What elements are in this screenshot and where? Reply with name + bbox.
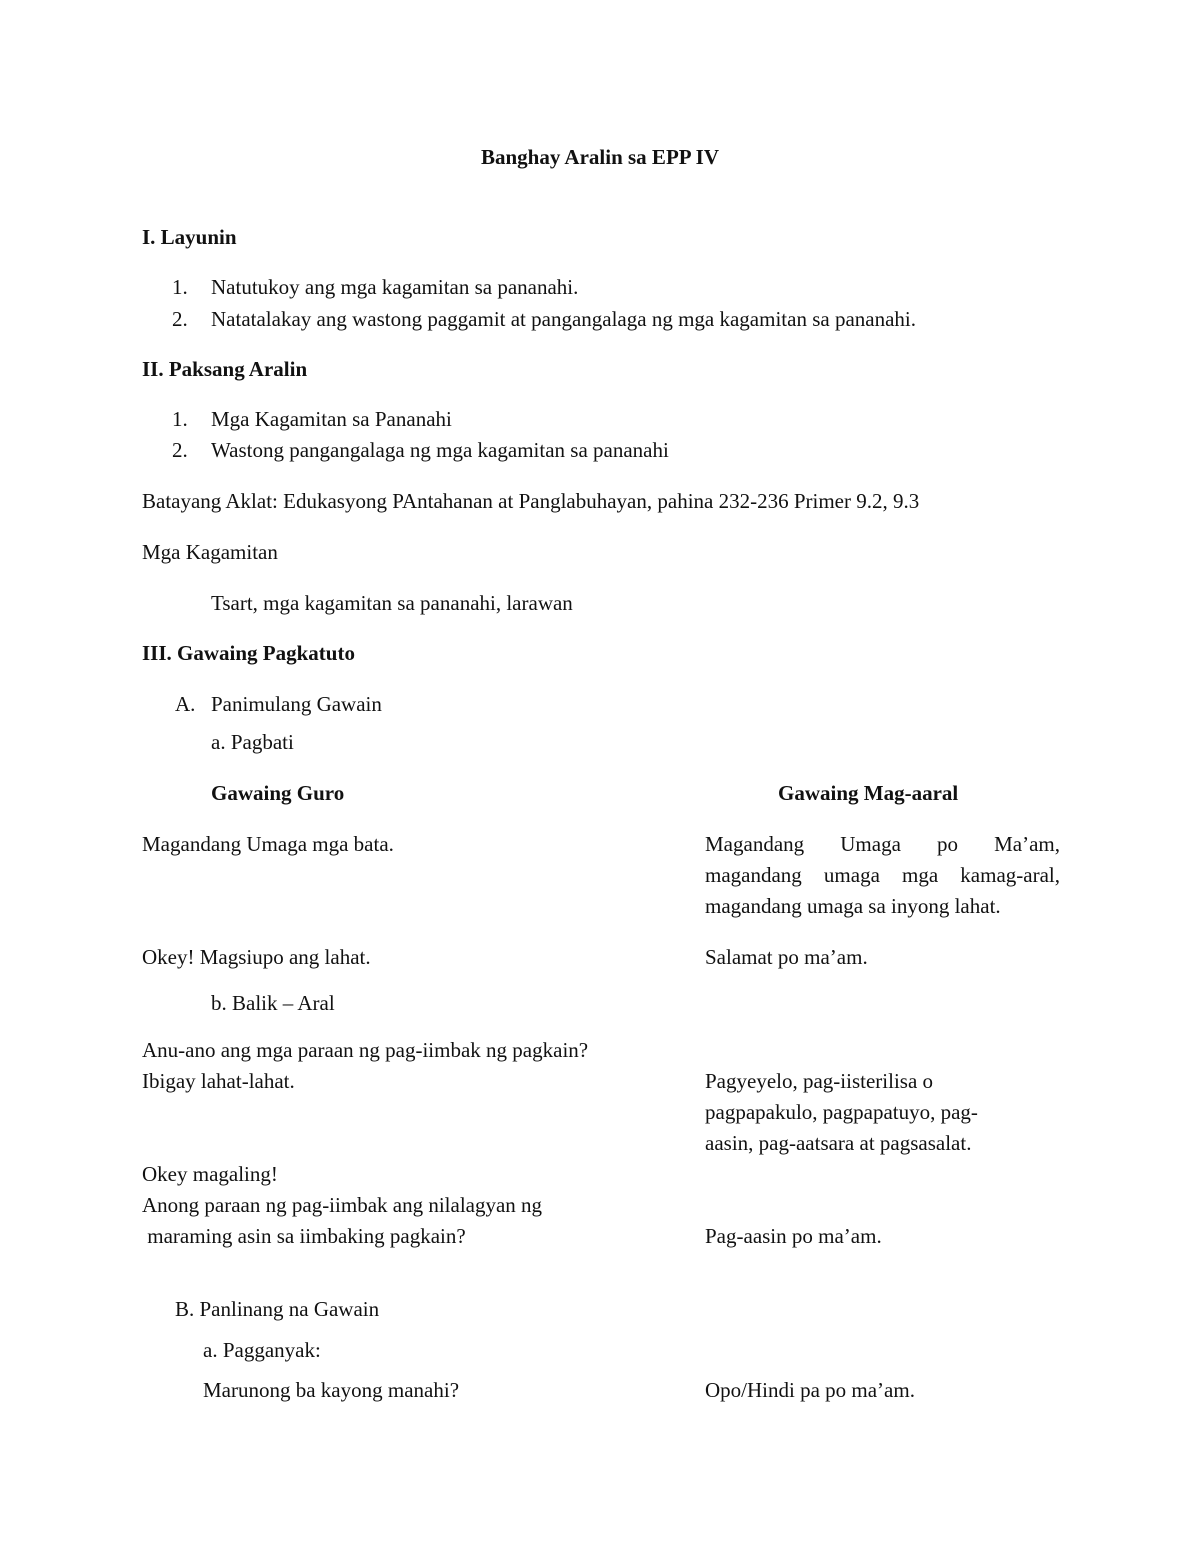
list-item: Natatalakay ang wastong paggamit at pangangalaga ng mga kagamitan sa pananahi. <box>211 307 916 331</box>
student-line: Pag-aasin po ma’am. <box>705 1224 882 1248</box>
section-heading-layunin: I. Layunin <box>142 225 237 249</box>
subsection-panimulang-gawain: Panimulang Gawain <box>211 692 382 716</box>
list-number: 2. <box>172 438 188 462</box>
list-number: 1. <box>172 275 188 299</box>
list-item: Mga Kagamitan sa Pananahi <box>211 407 452 431</box>
list-number: 1. <box>172 407 188 431</box>
teacher-line: Marunong ba kayong manahi? <box>203 1378 460 1402</box>
teacher-line: Anong paraan ng pag-iimbak ang nilalagyan ng <box>142 1193 543 1217</box>
materials-label: Mga Kagamitan <box>142 540 278 564</box>
list-number: 2. <box>172 307 188 331</box>
reference-text: Batayang Aklat: Edukasyong PAntahanan at Panglabuhayan, pahina 232-236 Primer 9.2, 9.3 <box>142 489 920 513</box>
student-line: Pagyeyelo, pag-iisterilisa o pagpapakulo, pagpapatuyo, pag-aasin, pag-aatsara at pagsasalat. <box>705 1069 978 1155</box>
materials-text: Tsart, mga kagamitan sa pananahi, larawan <box>211 591 573 615</box>
column-header-student: Gawaing Mag-aaral <box>778 781 959 805</box>
subsection-panlinang-na-gawain: B. Panlinang na Gawain <box>175 1297 380 1321</box>
section-heading-gawaing-pagkatuto: III. Gawaing Pagkatuto <box>142 641 355 665</box>
list-item: Natutukoy ang mga kagamitan sa pananahi. <box>211 275 579 299</box>
student-line: Opo/Hindi pa po ma’am. <box>705 1378 915 1402</box>
teacher-line: Okey! Magsiupo ang lahat. <box>142 945 371 969</box>
student-line: Magandang Umaga po Ma’am, magandang umaga mga kamag-aral, magandang umaga sa inyong lahat. <box>705 832 1060 918</box>
teacher-line: Anu-ano ang mga paraan ng pag-iimbak ng pagkain? <box>142 1038 589 1062</box>
list-item: Wastong pangangalaga ng mga kagamitan sa pananahi <box>211 438 669 462</box>
document-title: Banghay Aralin sa EPP IV <box>480 145 720 169</box>
subsection-balik-aral: b. Balik – Aral <box>211 991 335 1015</box>
teacher-line: Magandang Umaga mga bata. <box>142 832 394 856</box>
teacher-line: Okey magaling! <box>142 1162 278 1186</box>
list-letter: A. <box>175 692 196 716</box>
teacher-line: Ibigay lahat-lahat. <box>142 1069 295 1093</box>
student-line: Salamat po ma’am. <box>705 945 868 969</box>
section-heading-paksang-aralin: II. Paksang Aralin <box>142 357 308 381</box>
column-header-teacher: Gawaing Guro <box>211 781 345 805</box>
teacher-line: maraming asin sa iimbaking pagkain? <box>142 1224 466 1248</box>
subsection-pagganyak: a. Pagganyak: <box>203 1338 321 1362</box>
subsection-pagbati: a. Pagbati <box>211 730 294 754</box>
